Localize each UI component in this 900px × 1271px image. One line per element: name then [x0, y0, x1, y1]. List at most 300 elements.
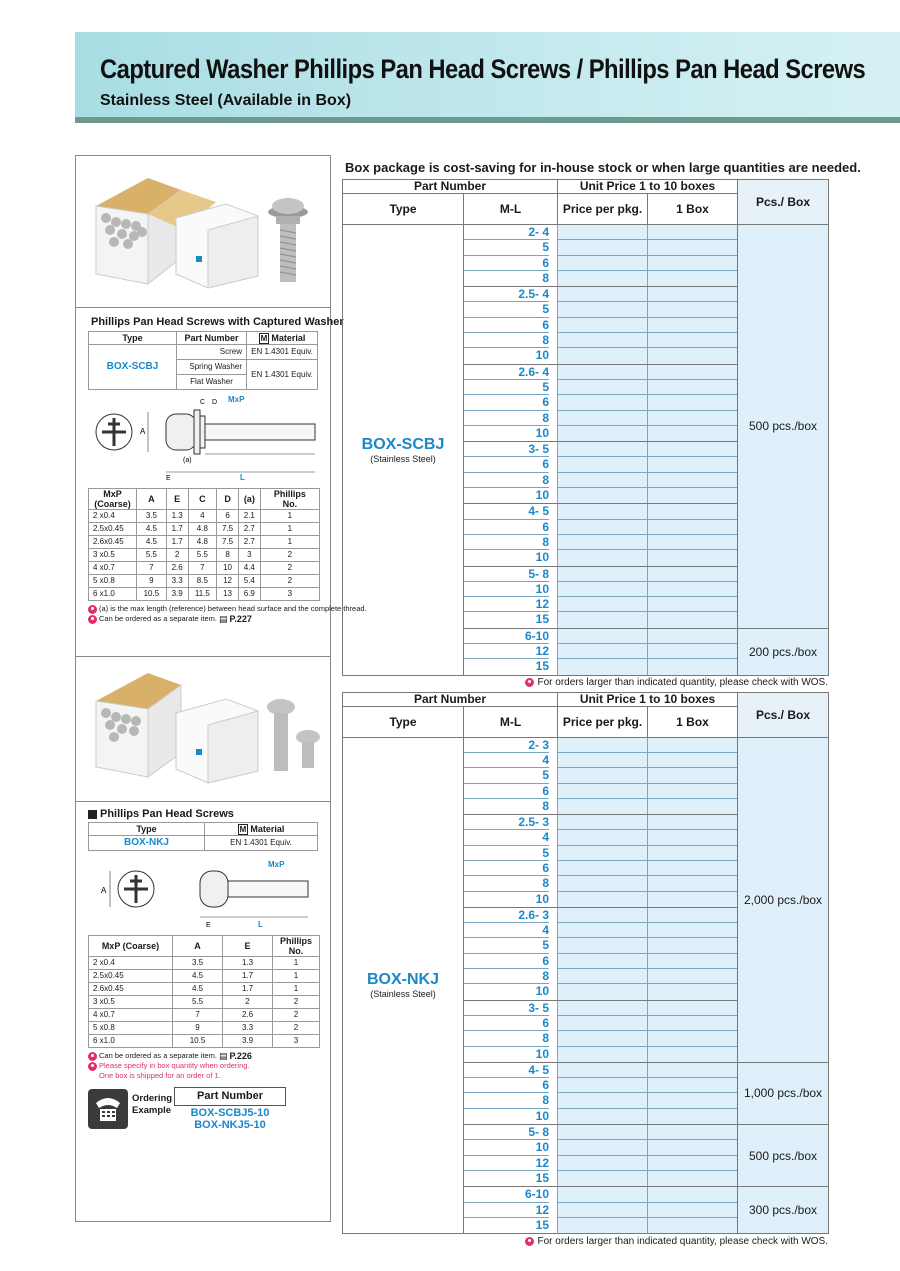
page-title: Captured Washer Phillips Pan Head Screws / Phillips Pan Head Screws — [100, 54, 866, 84]
price-slot — [648, 1125, 737, 1140]
ml-value: 5- 8 — [464, 1125, 549, 1140]
svg-text:E: E — [206, 922, 211, 929]
hint-bulb-icon — [88, 615, 97, 624]
table-cell: 5.5 — [173, 996, 223, 1009]
nkj-type-value: BOX-NKJ — [89, 836, 205, 851]
ml-value: 2.5- 4 — [464, 287, 549, 302]
type-material: (Stainless Steel) — [370, 453, 436, 464]
scbj-spec-heading: Phillips Pan Head Screws with Captured Washer — [91, 316, 344, 328]
price-slot — [558, 1001, 647, 1016]
price-per-pkg-cell — [558, 628, 648, 675]
ml-value: 5- 8 — [464, 567, 549, 582]
ml-cell — [464, 1000, 558, 1062]
table-cell: 6.9 — [238, 588, 260, 601]
table-cell: 4.8 — [188, 536, 217, 549]
one-box-cell — [648, 628, 738, 675]
ordering-example-nkj: BOX-NKJ5-10 — [194, 1119, 266, 1131]
ml-value: 10 — [464, 550, 549, 565]
ml-cell — [464, 566, 558, 628]
ml-value: 8 — [464, 969, 549, 984]
price-slot — [558, 271, 647, 286]
price-slot — [648, 815, 737, 830]
table-row — [89, 536, 320, 549]
scbj-wos-note: For orders larger than indicated quantity, please check with WOS. — [342, 676, 828, 690]
ml-value: 5 — [464, 938, 549, 953]
table-cell: 2 x0.4 — [89, 957, 173, 970]
price-per-pkg-cell — [558, 225, 648, 287]
material-icon: M — [260, 334, 268, 343]
ml-value: 10 — [464, 582, 549, 597]
table-cell: 12 — [217, 575, 239, 588]
ml-cell — [464, 815, 558, 908]
price-slot — [648, 504, 737, 519]
pcs-box-cell: 300 pcs./box — [738, 1187, 829, 1234]
price-per-pkg-cell — [558, 1062, 648, 1124]
ml-value: 10 — [464, 488, 549, 503]
table-cell: 1 — [273, 957, 320, 970]
hint-bulb-icon — [88, 1062, 97, 1071]
price-slot — [648, 442, 737, 457]
price-slot — [648, 1187, 737, 1202]
scbj-dimension-table: MxP (Coarse) A E C D (a) Phillips No. 2 x0.4 3.5 1.3 4 6 2.1 1 2.5x0.45 4.5 1.7 4.8 7.5 2.7 1 2.6x0.45 4.5 1.7 4.8 7.5 2.7 1 3 x0.5 5.5 2 5.5 8 3 2 4 x0.7 7 2.6 7 10 4.4 2 5 x0.8 9 3.3 8.5 12 5.4 2 6 x1.0 10.5 3.9 11.5 13 6.9 3 — [88, 488, 320, 601]
table-row — [89, 996, 320, 1009]
ml-cell — [464, 1187, 558, 1234]
ml-value: 6 — [464, 395, 549, 410]
svg-text:MxP: MxP — [268, 860, 285, 869]
price-slot — [648, 302, 737, 317]
ml-value: 4 — [464, 830, 549, 845]
price-per-pkg-cell — [558, 504, 648, 566]
price-slot — [558, 1031, 647, 1046]
price-slot — [648, 1156, 737, 1171]
price-slot — [648, 830, 737, 845]
ml-value: 15 — [464, 1171, 549, 1186]
table-cell: 3.5 — [137, 510, 167, 523]
table-cell: 1 — [260, 536, 319, 549]
pcs-box-cell: 200 pcs./box — [738, 628, 829, 675]
ml-value: 15 — [464, 1218, 549, 1233]
one-box-cell — [648, 1125, 738, 1187]
hint-bulb-icon — [88, 605, 97, 614]
ml-value: 8 — [464, 799, 549, 814]
table-cell: 2.6 — [223, 1009, 273, 1022]
nkj-spec-heading: Phillips Pan Head Screws — [88, 808, 324, 820]
scbj-dimension-diagram — [88, 394, 324, 484]
price-slot — [648, 597, 737, 612]
nkj-wos-note: For orders larger than indicated quantity, please check with WOS. — [342, 1234, 828, 1248]
price-slot — [648, 426, 737, 441]
price-slot — [648, 1109, 737, 1124]
price-slot — [558, 612, 647, 627]
price-slot — [648, 395, 737, 410]
price-slot — [648, 1078, 737, 1093]
price-slot — [558, 753, 647, 768]
ml-value: 8 — [464, 271, 549, 286]
price-slot — [558, 597, 647, 612]
table-cell: 2.1 — [238, 510, 260, 523]
svg-text:D: D — [212, 399, 218, 406]
price-per-pkg-cell — [558, 907, 648, 1000]
price-slot — [648, 1140, 737, 1155]
table-cell: 2 — [273, 1022, 320, 1035]
scbj-price-table: Part Number Unit Price 1 to 10 boxes Pcs./ Box Type M-L Price per pkg. 1 Box BOX-SCBJ (Stainless Steel) 2- 4 5 6 8 500 pcs./box 2.5- 4 5 6 8 10 2.6- 4 5 6 8 10 3- 5 6 8 10 4- 5 6 8 10 5- 8 10 12 15 6-10 12 15 200 pcs./box — [342, 179, 829, 676]
type-cell — [343, 737, 464, 1234]
price-slot — [558, 348, 647, 363]
price-slot — [648, 954, 737, 969]
svg-text:(a): (a) — [183, 457, 192, 464]
price-slot — [558, 846, 647, 861]
table-cell: 8.5 — [188, 575, 217, 588]
price-per-pkg-cell — [558, 1125, 648, 1187]
table-row — [89, 575, 320, 588]
price-slot — [648, 1001, 737, 1016]
table-cell: 7 — [188, 562, 217, 575]
svg-text:MxP: MxP — [228, 395, 245, 404]
price-slot — [648, 256, 737, 271]
table-cell: 4.5 — [173, 983, 223, 996]
ml-value: 15 — [464, 612, 549, 627]
price-slot — [558, 892, 647, 907]
price-slot — [558, 457, 647, 472]
table-cell: 2 — [273, 1009, 320, 1022]
type-name: BOX-SCBJ — [361, 435, 445, 453]
one-box-cell — [648, 907, 738, 1000]
price-slot — [648, 876, 737, 891]
price-slot — [648, 1171, 737, 1186]
price-slot — [648, 348, 737, 363]
price-slot — [558, 395, 647, 410]
one-box-cell — [648, 504, 738, 566]
price-slot — [558, 969, 647, 984]
table-cell: 3 x0.5 — [89, 549, 137, 562]
price-slot — [558, 302, 647, 317]
ml-value: 6 — [464, 520, 549, 535]
hint-bulb-icon — [525, 678, 534, 687]
price-slot — [648, 1047, 737, 1062]
table-cell: 2 — [273, 996, 320, 1009]
one-box-cell — [648, 442, 738, 504]
ml-cell — [464, 504, 558, 566]
ml-cell — [464, 225, 558, 287]
table-row — [89, 549, 320, 562]
price-slot — [558, 411, 647, 426]
ml-value: 5 — [464, 768, 549, 783]
table-cell: 1.3 — [223, 957, 273, 970]
price-slot — [558, 287, 647, 302]
table-row — [89, 523, 320, 536]
table-cell: 7 — [137, 562, 167, 575]
right-column — [342, 155, 861, 1248]
price-slot — [648, 1093, 737, 1108]
price-slot — [558, 240, 647, 255]
one-box-cell — [648, 364, 738, 441]
table-cell: 2.7 — [238, 536, 260, 549]
table-row — [89, 970, 320, 983]
nkj-price-table: Part Number Unit Price 1 to 10 boxes Pcs./ Box Type M-L Price per pkg. 1 Box BOX-NKJ (Stainless Steel) 2- 3 4 5 6 8 2,000 pcs./box 2.5- 3 4 5 6 8 10 2.6- 3 4 5 6 8 10 3- 5 6 8 10 4- 5 6 8 10 1,000 pcs./box 5- 8 10 12 15 500 pcs./box 6-10 12 15 300 pcs./box — [342, 692, 829, 1235]
price-slot — [558, 1016, 647, 1031]
ml-cell — [464, 364, 558, 441]
price-slot — [648, 240, 737, 255]
price-slot — [558, 365, 647, 380]
table-cell: 1.7 — [166, 523, 188, 536]
price-slot — [648, 380, 737, 395]
ml-value: 10 — [464, 1047, 549, 1062]
table-cell: 9 — [137, 575, 167, 588]
price-slot — [648, 333, 737, 348]
table-cell: 2.5x0.45 — [89, 970, 173, 983]
ml-value: 15 — [464, 659, 549, 674]
price-slot — [648, 582, 737, 597]
ml-value: 8 — [464, 1031, 549, 1046]
table-cell: 7.5 — [217, 536, 239, 549]
price-group-row — [343, 737, 829, 814]
example-label: Example — [132, 1105, 172, 1116]
table-cell: 5.4 — [238, 575, 260, 588]
price-per-pkg-cell — [558, 737, 648, 814]
square-bullet-icon — [88, 810, 97, 819]
ml-value: 12 — [464, 644, 549, 659]
table-cell: 5 x0.8 — [89, 575, 137, 588]
price-slot — [648, 644, 737, 659]
price-slot — [558, 582, 647, 597]
ml-cell — [464, 442, 558, 504]
price-slot — [648, 520, 737, 535]
table-cell: 5.5 — [188, 549, 217, 562]
price-slot — [648, 892, 737, 907]
ml-value: 2.6- 3 — [464, 908, 549, 923]
table-cell: 2 — [260, 549, 319, 562]
table-cell: 6 x1.0 — [89, 588, 137, 601]
ml-value: 12 — [464, 1156, 549, 1171]
table-cell: 10.5 — [137, 588, 167, 601]
ml-value: 10 — [464, 348, 549, 363]
price-slot — [648, 411, 737, 426]
table-cell: 2.5x0.45 — [89, 523, 137, 536]
table-cell: 3 — [273, 1035, 320, 1048]
table-row — [89, 1009, 320, 1022]
ml-cell — [464, 1125, 558, 1187]
price-slot — [558, 1125, 647, 1140]
ml-value: 2- 4 — [464, 225, 549, 240]
price-slot — [558, 1218, 647, 1233]
price-slot — [558, 908, 647, 923]
price-slot — [558, 473, 647, 488]
price-slot — [648, 784, 737, 799]
price-slot — [648, 984, 737, 999]
ml-cell — [464, 907, 558, 1000]
price-slot — [558, 520, 647, 535]
nkj-dimension-table: MxP (Coarse) A E Phillips No. 2 x0.4 3.5 1.3 1 2.5x0.45 4.5 1.7 1 2.6x0.45 4.5 1.7 1 3 x0.5 5.5 2 2 4 x0.7 7 2.6 2 5 x0.8 9 3.3 2 6 x1.0 10.5 3.9 3 — [88, 935, 320, 1048]
price-slot — [558, 738, 647, 753]
table-cell: 2 x0.4 — [89, 510, 137, 523]
table-cell: 8 — [217, 549, 239, 562]
nkj-page-ref[interactable]: P.226 — [229, 1051, 252, 1061]
price-slot — [648, 365, 737, 380]
price-slot — [558, 256, 647, 271]
ordering-example — [88, 1087, 324, 1139]
ml-value: 12 — [464, 1203, 549, 1218]
price-slot — [558, 954, 647, 969]
table-cell: 4.5 — [137, 536, 167, 549]
pcs-box-cell: 500 pcs./box — [738, 1125, 829, 1187]
one-box-cell — [648, 1187, 738, 1234]
table-cell: 4.5 — [173, 970, 223, 983]
scbj-page-ref[interactable]: P.227 — [229, 614, 252, 624]
table-cell: 2.6x0.45 — [89, 983, 173, 996]
price-slot — [558, 1140, 647, 1155]
table-cell: 9 — [173, 1022, 223, 1035]
price-slot — [558, 923, 647, 938]
price-per-pkg-cell — [558, 1187, 648, 1234]
price-slot — [558, 488, 647, 503]
type-name: BOX-NKJ — [366, 971, 439, 989]
price-slot — [648, 923, 737, 938]
ml-value: 10 — [464, 426, 549, 441]
price-group-row — [343, 225, 829, 287]
price-slot — [648, 1016, 737, 1031]
table-cell: 2.7 — [238, 523, 260, 536]
one-box-cell — [648, 287, 738, 364]
nkj-note-separate: Can be ordered as a separate item. ▤ P.226 — [88, 1051, 324, 1061]
price-slot — [558, 1063, 647, 1078]
ml-value: 3- 5 — [464, 442, 549, 457]
product-photo-nkj — [76, 656, 330, 802]
price-slot — [648, 271, 737, 286]
ml-value: 10 — [464, 1109, 549, 1124]
price-slot — [558, 629, 647, 644]
table-cell: 3.9 — [166, 588, 188, 601]
ml-cell — [464, 287, 558, 364]
price-slot — [558, 442, 647, 457]
ml-cell — [464, 1062, 558, 1124]
table-cell: 13 — [217, 588, 239, 601]
price-slot — [558, 318, 647, 333]
table-cell: 3.3 — [166, 575, 188, 588]
box-package-note: Box package is cost-saving for in-house stock or when large quantities are needed. — [345, 159, 861, 175]
table-cell: 1.7 — [166, 536, 188, 549]
svg-text:A: A — [140, 427, 146, 436]
one-box-cell — [648, 815, 738, 908]
pcs-box-cell: 500 pcs./box — [738, 225, 829, 629]
table-row — [89, 1022, 320, 1035]
one-box-cell — [648, 566, 738, 628]
price-slot — [558, 567, 647, 582]
price-slot — [558, 225, 647, 240]
table-row — [89, 510, 320, 523]
price-slot — [558, 1203, 647, 1218]
material-icon: M — [239, 825, 247, 834]
product-photo-scbj — [76, 156, 330, 308]
price-per-pkg-cell — [558, 815, 648, 908]
ml-value: 6 — [464, 457, 549, 472]
one-box-cell — [648, 1062, 738, 1124]
svg-text:L: L — [240, 473, 245, 482]
table-cell: 4 — [188, 510, 217, 523]
price-slot — [648, 629, 737, 644]
price-per-pkg-cell — [558, 442, 648, 504]
price-slot — [648, 473, 737, 488]
ml-value: 6 — [464, 954, 549, 969]
ml-value: 6-10 — [464, 629, 549, 644]
price-slot — [648, 1063, 737, 1078]
table-cell: 2 — [260, 562, 319, 575]
price-slot — [648, 659, 737, 674]
ordering-part-number-header: Part Number — [174, 1087, 286, 1106]
price-slot — [558, 830, 647, 845]
table-cell: 11.5 — [188, 588, 217, 601]
price-slot — [648, 287, 737, 302]
ml-value: 8 — [464, 411, 549, 426]
type-cell — [343, 225, 464, 676]
table-cell: 2.6 — [166, 562, 188, 575]
price-slot — [558, 1078, 647, 1093]
ml-value: 10 — [464, 1140, 549, 1155]
table-cell: 3.9 — [223, 1035, 273, 1048]
ml-value: 6 — [464, 861, 549, 876]
type-material: (Stainless Steel) — [370, 989, 436, 1000]
table-cell: 1.3 — [166, 510, 188, 523]
price-slot — [558, 815, 647, 830]
table-row — [89, 562, 320, 575]
table-row — [89, 1035, 320, 1048]
table-cell: 5.5 — [137, 549, 167, 562]
scbj-note-a: (a) is the max length (reference) between head surface and the complete thread. — [88, 604, 324, 614]
table-cell: 2 — [223, 996, 273, 1009]
ml-value: 6 — [464, 1016, 549, 1031]
price-slot — [648, 1218, 737, 1233]
table-row — [89, 983, 320, 996]
price-slot — [648, 225, 737, 240]
price-slot — [558, 659, 647, 674]
pcs-box-cell: 2,000 pcs./box — [738, 737, 829, 1062]
hint-bulb-icon — [88, 1052, 97, 1061]
ordering-label: Ordering — [132, 1093, 173, 1104]
ml-cell — [464, 737, 558, 814]
nkj-spec-section — [88, 808, 324, 1139]
page-ref-icon: ▤ — [219, 614, 228, 624]
ml-value: 2.5- 3 — [464, 815, 549, 830]
left-column — [75, 155, 367, 1222]
table-row — [89, 588, 320, 601]
table-cell: 2.6x0.45 — [89, 536, 137, 549]
hint-bulb-icon — [525, 1237, 534, 1246]
ml-value: 5 — [464, 302, 549, 317]
price-slot — [558, 1109, 647, 1124]
ml-value: 5 — [464, 380, 549, 395]
table-cell: 3 — [260, 588, 319, 601]
price-slot — [648, 908, 737, 923]
table-cell: 4.8 — [188, 523, 217, 536]
table-cell: 4.5 — [137, 523, 167, 536]
price-slot — [558, 535, 647, 550]
ml-value: 6 — [464, 318, 549, 333]
price-slot — [648, 567, 737, 582]
ml-value: 8 — [464, 535, 549, 550]
ml-value: 6 — [464, 784, 549, 799]
ml-value: 5 — [464, 240, 549, 255]
scbj-type-value: BOX-SCBJ — [89, 345, 177, 390]
pcs-box-cell: 1,000 pcs./box — [738, 1062, 829, 1124]
price-slot — [558, 426, 647, 441]
page-subtitle: Stainless Steel (Available in Box) — [100, 92, 352, 109]
price-slot — [558, 876, 647, 891]
table-cell: 5 x0.8 — [89, 1022, 173, 1035]
price-slot — [558, 550, 647, 565]
table-cell: 4.4 — [238, 562, 260, 575]
nkj-dimension-diagram — [88, 855, 324, 931]
svg-text:C: C — [200, 399, 206, 406]
price-slot — [648, 861, 737, 876]
